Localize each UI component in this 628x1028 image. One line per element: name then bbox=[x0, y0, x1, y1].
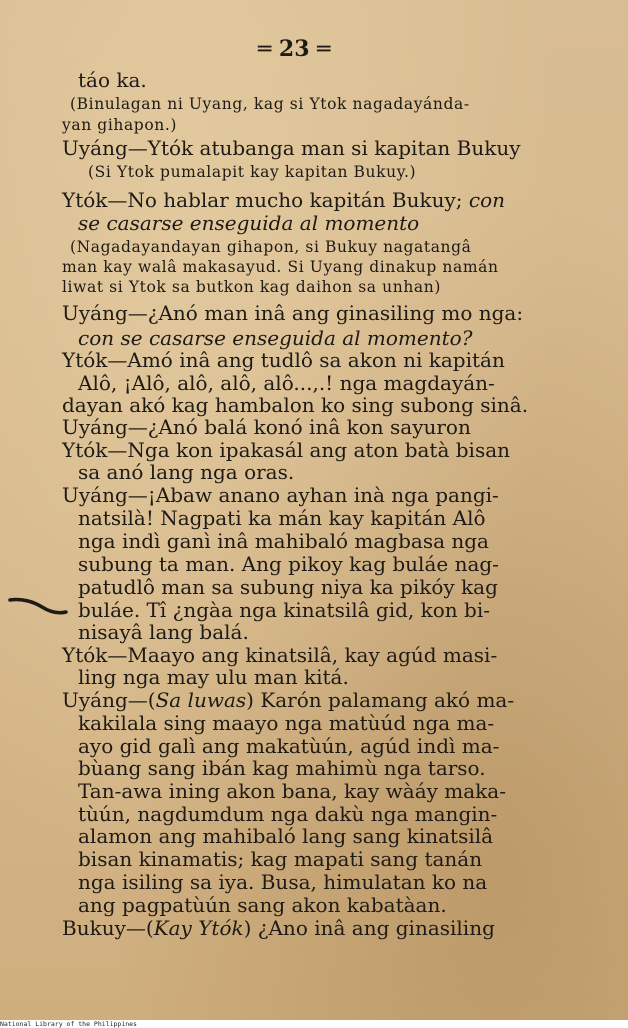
dialogue-line: bùang sang ibán kag mahimù nga tarso. bbox=[78, 756, 486, 780]
text-line: táo ka. bbox=[78, 68, 147, 92]
dialogue-line: Alô, ¡Alô, alô, alô, alô...,.! nga magdayán- bbox=[78, 371, 495, 395]
dialogue-line: natsilà! Nagpati ka mán kay kapitán Alô bbox=[78, 506, 486, 530]
dialogue-text: ) Karón palamang akó ma- bbox=[246, 688, 515, 712]
dialogue-line: buláe. Tî ¿ngàa nga kinatsilâ gid, kon bi- bbox=[78, 598, 490, 622]
dialogue-line: ang pagpatùún sang akon kabatàan. bbox=[78, 893, 447, 917]
spanish-phrase-line bbox=[78, 328, 472, 348]
stage-direction-line: man kay walâ makasayud. Si Uyang dinakup namán bbox=[62, 258, 499, 276]
dialogue-line: nga isiling sa iya. Busa, himulatan ko na bbox=[78, 870, 488, 894]
dialogue-line: nga indì ganì inâ mahibaló magbasa nga bbox=[78, 529, 489, 553]
dialogue-line bbox=[62, 190, 505, 210]
dialogue-line: sa anó lang nga oras. bbox=[78, 460, 295, 484]
dialogue-line: alamon ang mahibaló lang sang kinatsilâ bbox=[78, 824, 494, 848]
stage-direction-line: liwat si Ytok sa butkon kag daihon sa unhan) bbox=[62, 278, 441, 296]
dialogue-line bbox=[62, 690, 514, 710]
footer-bar bbox=[0, 1020, 628, 1028]
dialogue-line: dayan akó kag hambalon ko sing subong sinâ. bbox=[62, 393, 529, 417]
dialogue-line: Tan-awa ining akon bana, kay wàáy maka- bbox=[78, 779, 506, 803]
dialogue-line: Ytók—Maayo ang kinatsilâ, kay agúd masi- bbox=[62, 643, 498, 667]
spanish-phrase: se casarse enseguida al momento bbox=[78, 211, 420, 235]
stage-direction-italic: Sa luwas bbox=[155, 688, 247, 712]
dialogue-line: tùún, nagdumdum nga dakù nga mangin- bbox=[78, 802, 498, 826]
dialogue-text: Uyáng—( bbox=[62, 688, 156, 712]
dialogue-line: subung ta man. Ang pikoy kag buláe nag- bbox=[78, 552, 499, 576]
stage-direction-line: (Nagadayandayan gihapon, si Bukuy nagatangâ bbox=[70, 238, 472, 256]
dialogue-line: kakilala sing maayo nga matùúd nga ma- bbox=[78, 711, 495, 735]
dialogue-line: ayo gid galì ang makatùún, agúd indì ma- bbox=[78, 734, 500, 758]
dialogue-text: Bukuy—( bbox=[62, 916, 154, 940]
stage-direction-line: (Si Ytok pumalapit kay kapitan Bukuy.) bbox=[88, 163, 417, 181]
dialogue-line: Uyáng—¡Abaw anano ayhan inà nga pangi- bbox=[62, 483, 499, 507]
dialogue-line: patudlô man sa subung niya ka pikóy kag bbox=[78, 575, 498, 599]
stage-direction-line: yan gihapon.) bbox=[62, 116, 178, 134]
dialogue-line: bisan kinamatis; kag mapati sang tanán bbox=[78, 847, 483, 871]
spanish-phrase: con bbox=[468, 188, 506, 212]
spanish-phrase-line bbox=[78, 213, 419, 233]
dialogue-line bbox=[62, 918, 495, 938]
dialogue-line: Uyáng—Ytók atubanga man si kapitan Bukuy bbox=[62, 136, 521, 160]
dialogue-line: Uyáng—¿Anó man inâ ang ginasiling mo nga: bbox=[62, 301, 524, 325]
dialogue-line: Ytók—Nga kon ipakasál ang aton batà bisan bbox=[62, 438, 511, 462]
dialogue-line: nisayâ lang balá. bbox=[78, 620, 249, 644]
stage-direction-line: (Binulagan ni Uyang, kag si Ytok nagadayánda- bbox=[70, 95, 470, 113]
spanish-phrase: con se casarse enseguida al momento? bbox=[78, 326, 473, 350]
stage-direction-italic: Kay Ytók bbox=[153, 916, 244, 940]
pen-mark bbox=[8, 594, 68, 616]
dialogue-line: ling nga may ulu man kitá. bbox=[78, 665, 349, 689]
dialogue-text: Ytók—No hablar mucho kapitán Bukuy; bbox=[62, 188, 463, 212]
footer-credit: National Library of the Philippines bbox=[0, 1020, 137, 1028]
dialogue-line: Uyáng—¿Anó balá konó inâ kon sayuron bbox=[62, 415, 471, 439]
dialogue-text: ) ¿Ano inâ ang ginasiling bbox=[243, 916, 495, 940]
page-number: ═ 23 ═ bbox=[258, 36, 331, 62]
dialogue-line: Ytók—Amó inâ ang tudlô sa akon ni kapitán bbox=[62, 348, 505, 372]
